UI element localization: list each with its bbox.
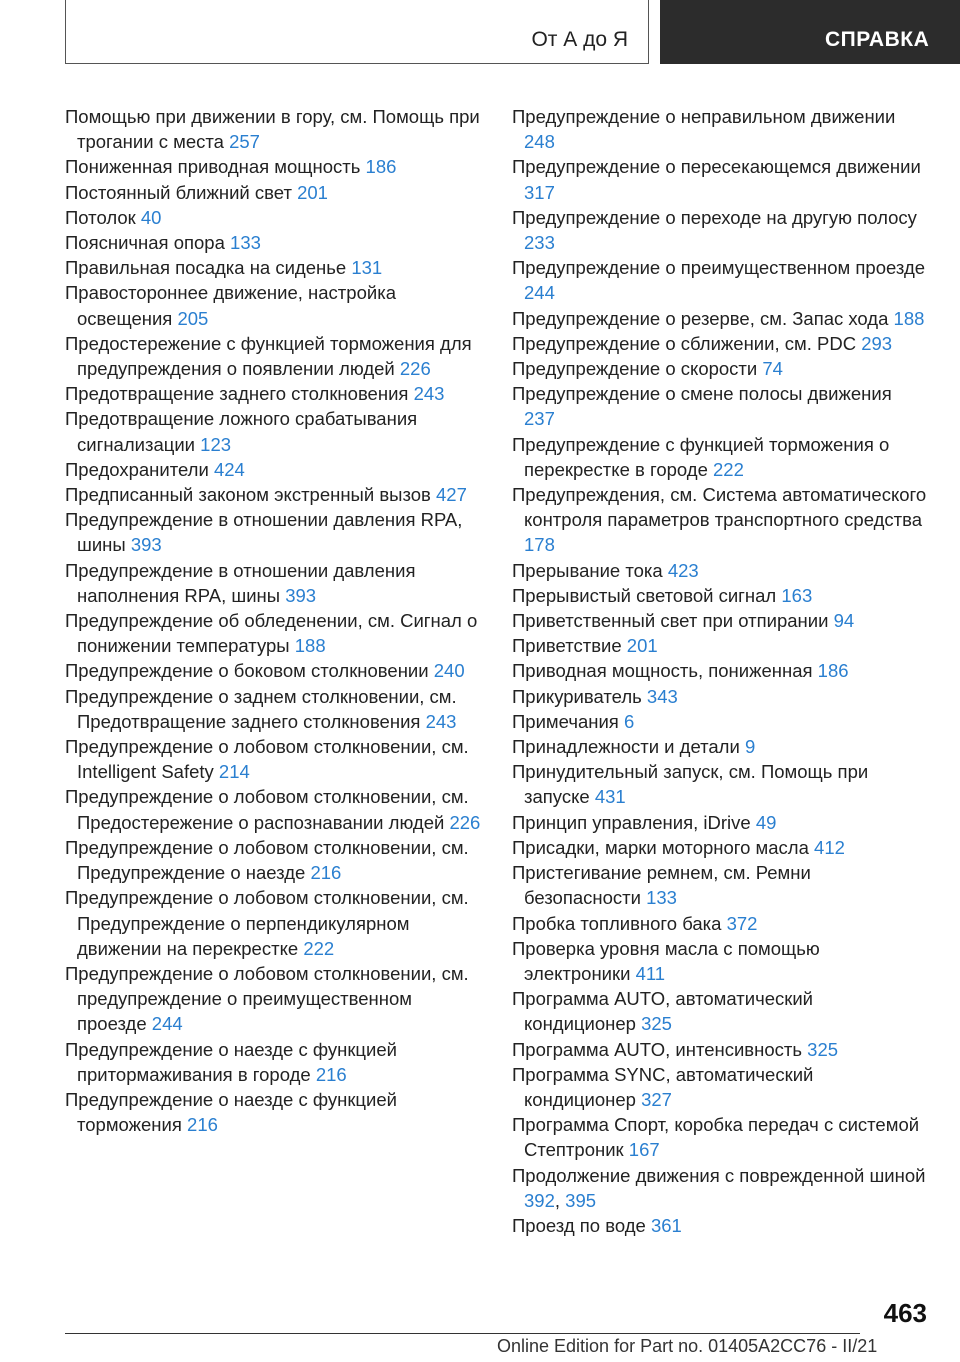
page-link[interactable]: 201 bbox=[297, 181, 328, 203]
index-entry bbox=[65, 658, 485, 683]
index-entry bbox=[65, 331, 485, 381]
index-term: Правостороннее движение, настройка освещения bbox=[65, 282, 396, 329]
index-term: Предохранители bbox=[65, 458, 209, 480]
index-term: Предупреждение о лобовом столкновении, см. Intelligent Safety bbox=[65, 736, 469, 783]
index-term: Приветствие bbox=[512, 635, 622, 657]
page-link[interactable]: 427 bbox=[436, 484, 467, 506]
index-entry bbox=[512, 432, 927, 482]
index-column-right bbox=[512, 104, 927, 1238]
page-link[interactable]: 167 bbox=[628, 1139, 660, 1161]
page-link[interactable]: 94 bbox=[833, 610, 855, 632]
index-entry bbox=[65, 154, 485, 179]
page-link[interactable]: 233 bbox=[524, 232, 555, 254]
page-link[interactable]: 214 bbox=[218, 761, 250, 783]
index-term: Правильная посадка на сиденье bbox=[65, 257, 347, 279]
index-entry bbox=[512, 154, 927, 204]
page-link[interactable]: 216 bbox=[310, 862, 342, 884]
tab-label: СПРАВКА bbox=[825, 28, 930, 51]
index-term: Прикуриватель bbox=[512, 685, 642, 707]
page-link[interactable]: 6 bbox=[623, 710, 635, 732]
index-term: Предупреждение о преимущественном проезде bbox=[512, 257, 926, 279]
index-entry bbox=[65, 1037, 485, 1087]
index-term: Проезд по воде bbox=[512, 1214, 646, 1236]
index-entry bbox=[65, 734, 485, 784]
index-entry bbox=[65, 961, 485, 1037]
page-link[interactable]: 343 bbox=[646, 685, 678, 707]
index-entry bbox=[512, 356, 927, 381]
page-link[interactable]: 49 bbox=[755, 811, 777, 833]
page-link[interactable]: 131 bbox=[351, 257, 383, 279]
index-entry bbox=[512, 558, 927, 583]
index-entry bbox=[512, 911, 927, 936]
index-entry bbox=[65, 885, 485, 961]
index-entry bbox=[65, 608, 485, 658]
index-entry bbox=[512, 381, 927, 431]
section-title: От А до Я bbox=[531, 28, 628, 51]
header-tab[interactable] bbox=[660, 0, 960, 64]
page-link[interactable]: 188 bbox=[294, 635, 326, 657]
index-term: Пробка топливного бака bbox=[512, 912, 722, 934]
index-term: Предупреждение о скорости bbox=[512, 358, 758, 380]
page-link[interactable]: 423 bbox=[667, 559, 699, 581]
page-link[interactable]: 216 bbox=[187, 1114, 218, 1136]
index-entry bbox=[512, 633, 927, 658]
index-term: Предупреждение с функцией торможения о перекрестке в городе bbox=[512, 433, 890, 480]
index-term: Предотвращение заднего столкновения bbox=[65, 383, 409, 405]
page-link[interactable]: 412 bbox=[814, 836, 845, 858]
page-link[interactable]: 74 bbox=[762, 358, 783, 380]
index-term: Помощью при движении в гору, см. Помощь при трогании с места bbox=[65, 106, 480, 153]
index-term: Программа AUTO, автоматический кондиционер bbox=[512, 988, 814, 1035]
index-entry bbox=[65, 205, 485, 230]
page-link[interactable]: 240 bbox=[433, 660, 465, 682]
page-link[interactable]: 361 bbox=[650, 1214, 682, 1236]
index-entry bbox=[512, 1213, 927, 1238]
page-link[interactable]: 424 bbox=[213, 458, 245, 480]
page-link[interactable]: 293 bbox=[861, 332, 893, 354]
page-link[interactable]: 244 bbox=[151, 1013, 183, 1035]
index-term: Предупреждение о заднем столкновении, см. Предотвращение заднего столкновения bbox=[65, 685, 457, 732]
index-entry bbox=[512, 835, 927, 860]
page-link[interactable]: 237 bbox=[524, 408, 555, 430]
page-link[interactable]: 123 bbox=[200, 433, 232, 455]
index-entry bbox=[512, 482, 927, 558]
index-term: Поясничная опора bbox=[65, 232, 225, 254]
index-entry bbox=[65, 835, 485, 885]
index-entry bbox=[512, 331, 927, 356]
index-term: Предостережение с функцией торможения для предупреждения о появлении людей bbox=[65, 332, 472, 380]
page-link[interactable]: 226 bbox=[399, 358, 431, 380]
page-link[interactable]: 222 bbox=[303, 937, 335, 959]
page-link[interactable]: 186 bbox=[817, 660, 849, 682]
index-entry bbox=[512, 759, 927, 809]
page-link[interactable]: 393 bbox=[130, 534, 162, 556]
index-entry: Продолжение движения с поврежденной шиной 392, 395 bbox=[512, 1164, 926, 1211]
index-entry bbox=[512, 255, 927, 305]
index-entry bbox=[65, 104, 485, 154]
index-term: Предупреждение в отношении давления RPA, шины bbox=[65, 509, 463, 556]
index-term: Пониженная приводная мощность bbox=[65, 156, 361, 178]
index-term: Потолок bbox=[65, 206, 136, 228]
index-term: Предупреждение о боковом столкновении bbox=[65, 660, 429, 682]
index-term: Присадки, марки моторного масла bbox=[512, 836, 809, 858]
page-link[interactable]: 9 bbox=[744, 736, 756, 758]
index-entry bbox=[512, 860, 927, 910]
index-entry bbox=[65, 406, 485, 456]
page-link[interactable]: 163 bbox=[781, 584, 813, 606]
page-link[interactable]: 327 bbox=[641, 1088, 672, 1110]
page-link[interactable]: 222 bbox=[713, 458, 744, 480]
page-link[interactable]: 411 bbox=[635, 962, 666, 984]
page-link[interactable]: 325 bbox=[807, 1038, 839, 1060]
index-term: Принудительный запуск, см. Помощь при запуске bbox=[512, 761, 869, 808]
page-number: 463 bbox=[883, 1298, 927, 1328]
index-term: Предписанный законом экстренный вызов bbox=[65, 484, 431, 506]
index-entry bbox=[512, 986, 927, 1036]
page-link[interactable]: 205 bbox=[177, 307, 209, 329]
index-entry bbox=[65, 507, 485, 557]
index-term: Предупреждение о смене полосы движения bbox=[512, 383, 892, 405]
index-term: Предупреждение о лобовом столкновении, см. Предупреждение о перпендикулярном движении на перекрестке bbox=[65, 887, 469, 959]
page-link[interactable]: 325 bbox=[641, 1013, 672, 1035]
footer-edition: Online Edition for Part no. 01405A2CC76 - II/21 bbox=[497, 1336, 878, 1356]
index-entry bbox=[512, 1112, 927, 1162]
index-entry bbox=[65, 684, 485, 734]
index-term: Пристегивание ремнем, см. Ремни безопасности bbox=[512, 862, 811, 909]
index-entry bbox=[512, 205, 927, 255]
index-term: Примечания bbox=[512, 710, 619, 732]
index-term: Продолжение движения с поврежденной шиной bbox=[512, 1164, 926, 1186]
page-link[interactable]: 243 bbox=[413, 383, 445, 405]
index-entry bbox=[65, 381, 485, 406]
index-entry bbox=[65, 457, 485, 482]
index-term: Предотвращение ложного срабатывания сигнализации bbox=[65, 408, 418, 455]
index-entry bbox=[512, 608, 927, 633]
index-entry bbox=[512, 684, 927, 709]
index-entry bbox=[65, 230, 485, 255]
page-link[interactable]: 248 bbox=[524, 131, 555, 153]
page-link[interactable]: 133 bbox=[646, 887, 677, 909]
index-entry bbox=[512, 936, 927, 986]
index-entry bbox=[65, 180, 485, 205]
index-entry bbox=[65, 482, 485, 507]
index-term: Предупреждение о лобовом столкновении, см. Предостережение о распознавании людей bbox=[65, 786, 469, 833]
index-term: Прерывание тока bbox=[512, 559, 663, 581]
index-term: Предупреждение о пересекающемся движении bbox=[512, 156, 921, 178]
page-link[interactable]: 226 bbox=[449, 811, 481, 833]
page-link[interactable]: 186 bbox=[365, 156, 397, 178]
index-term: Приводная мощность, пониженная bbox=[512, 660, 813, 682]
index-term: Приветственный свет при отпирании bbox=[512, 610, 829, 632]
page-link[interactable]: 243 bbox=[425, 710, 457, 732]
page-link[interactable]: 133 bbox=[230, 232, 261, 254]
index-entry bbox=[65, 784, 485, 834]
page-link[interactable]: 395 bbox=[565, 1189, 597, 1211]
index-entry bbox=[65, 1087, 485, 1137]
index-term: Предупреждение о неправильном движении bbox=[512, 106, 896, 127]
page-link[interactable]: 392 bbox=[524, 1189, 555, 1211]
page-link[interactable]: 244 bbox=[524, 282, 555, 304]
index-term: Предупреждение об обледенении, см. Сигнал о понижении температуры bbox=[65, 610, 478, 657]
index-entry bbox=[512, 1062, 927, 1112]
index-entry bbox=[512, 658, 927, 683]
page-link[interactable]: 257 bbox=[229, 131, 260, 153]
index-term: Предупреждение о лобовом столкновении, см. Предупреждение о наезде bbox=[65, 836, 469, 884]
index-term: Постоянный ближний свет bbox=[65, 181, 292, 203]
header-section-box bbox=[65, 0, 649, 64]
page-link[interactable]: 178 bbox=[524, 534, 555, 556]
index-entry bbox=[512, 709, 927, 734]
index-term: Предупреждения, см. Система автоматического контроля параметров транспортного средства bbox=[512, 484, 927, 531]
index-entry bbox=[512, 306, 927, 331]
page-link[interactable]: 393 bbox=[285, 584, 317, 606]
index-term: Предупреждение о резерве, см. Запас хода bbox=[512, 307, 889, 329]
footer-divider bbox=[65, 1333, 860, 1334]
index-entry bbox=[65, 558, 485, 608]
index-term: Проверка уровня масла с помощью электроники bbox=[512, 937, 820, 984]
page-link[interactable]: 201 bbox=[626, 635, 658, 657]
page-link[interactable]: 216 bbox=[315, 1063, 347, 1085]
index-entry bbox=[512, 1037, 927, 1062]
page-link[interactable]: 372 bbox=[726, 912, 758, 934]
index-term: Предупреждение о переходе на другую полосу bbox=[512, 206, 917, 228]
index-term: Предупреждение о наезде с функцией торможения bbox=[65, 1088, 397, 1136]
index-term: Программа SYNC, автоматический кондиционер bbox=[512, 1063, 814, 1110]
page-link[interactable]: 40 bbox=[140, 206, 162, 228]
index-entry bbox=[512, 734, 927, 759]
index-term: Предупреждение о наезде с функцией притормаживания в городе bbox=[65, 1038, 397, 1085]
index-term: Программа Спорт, коробка передач с системой Стептроник bbox=[512, 1114, 920, 1161]
index-entry bbox=[512, 583, 927, 608]
index-term: Прерывистый световой сигнал bbox=[512, 584, 777, 606]
index-term: Предупреждение о лобовом столкновении, см. предупреждение о преимущественном проезде bbox=[65, 962, 469, 1035]
index-term: Принадлежности и детали bbox=[512, 736, 740, 758]
index-entry bbox=[65, 280, 485, 330]
index-term: Программа AUTO, интенсивность bbox=[512, 1038, 803, 1060]
index-column-left bbox=[65, 104, 485, 1137]
index-entry bbox=[65, 255, 485, 280]
page-link[interactable]: 188 bbox=[893, 307, 925, 329]
page-link[interactable]: 431 bbox=[594, 786, 626, 808]
index-term: Принцип управления, iDrive bbox=[512, 811, 751, 833]
index-term: Предупреждение о сближении, см. PDC bbox=[512, 332, 857, 354]
index-entry bbox=[512, 104, 927, 154]
index-entry bbox=[512, 810, 927, 835]
page-link[interactable]: 317 bbox=[524, 181, 555, 203]
index-term: Предупреждение в отношении давления наполнения RPA, шины bbox=[65, 559, 416, 606]
